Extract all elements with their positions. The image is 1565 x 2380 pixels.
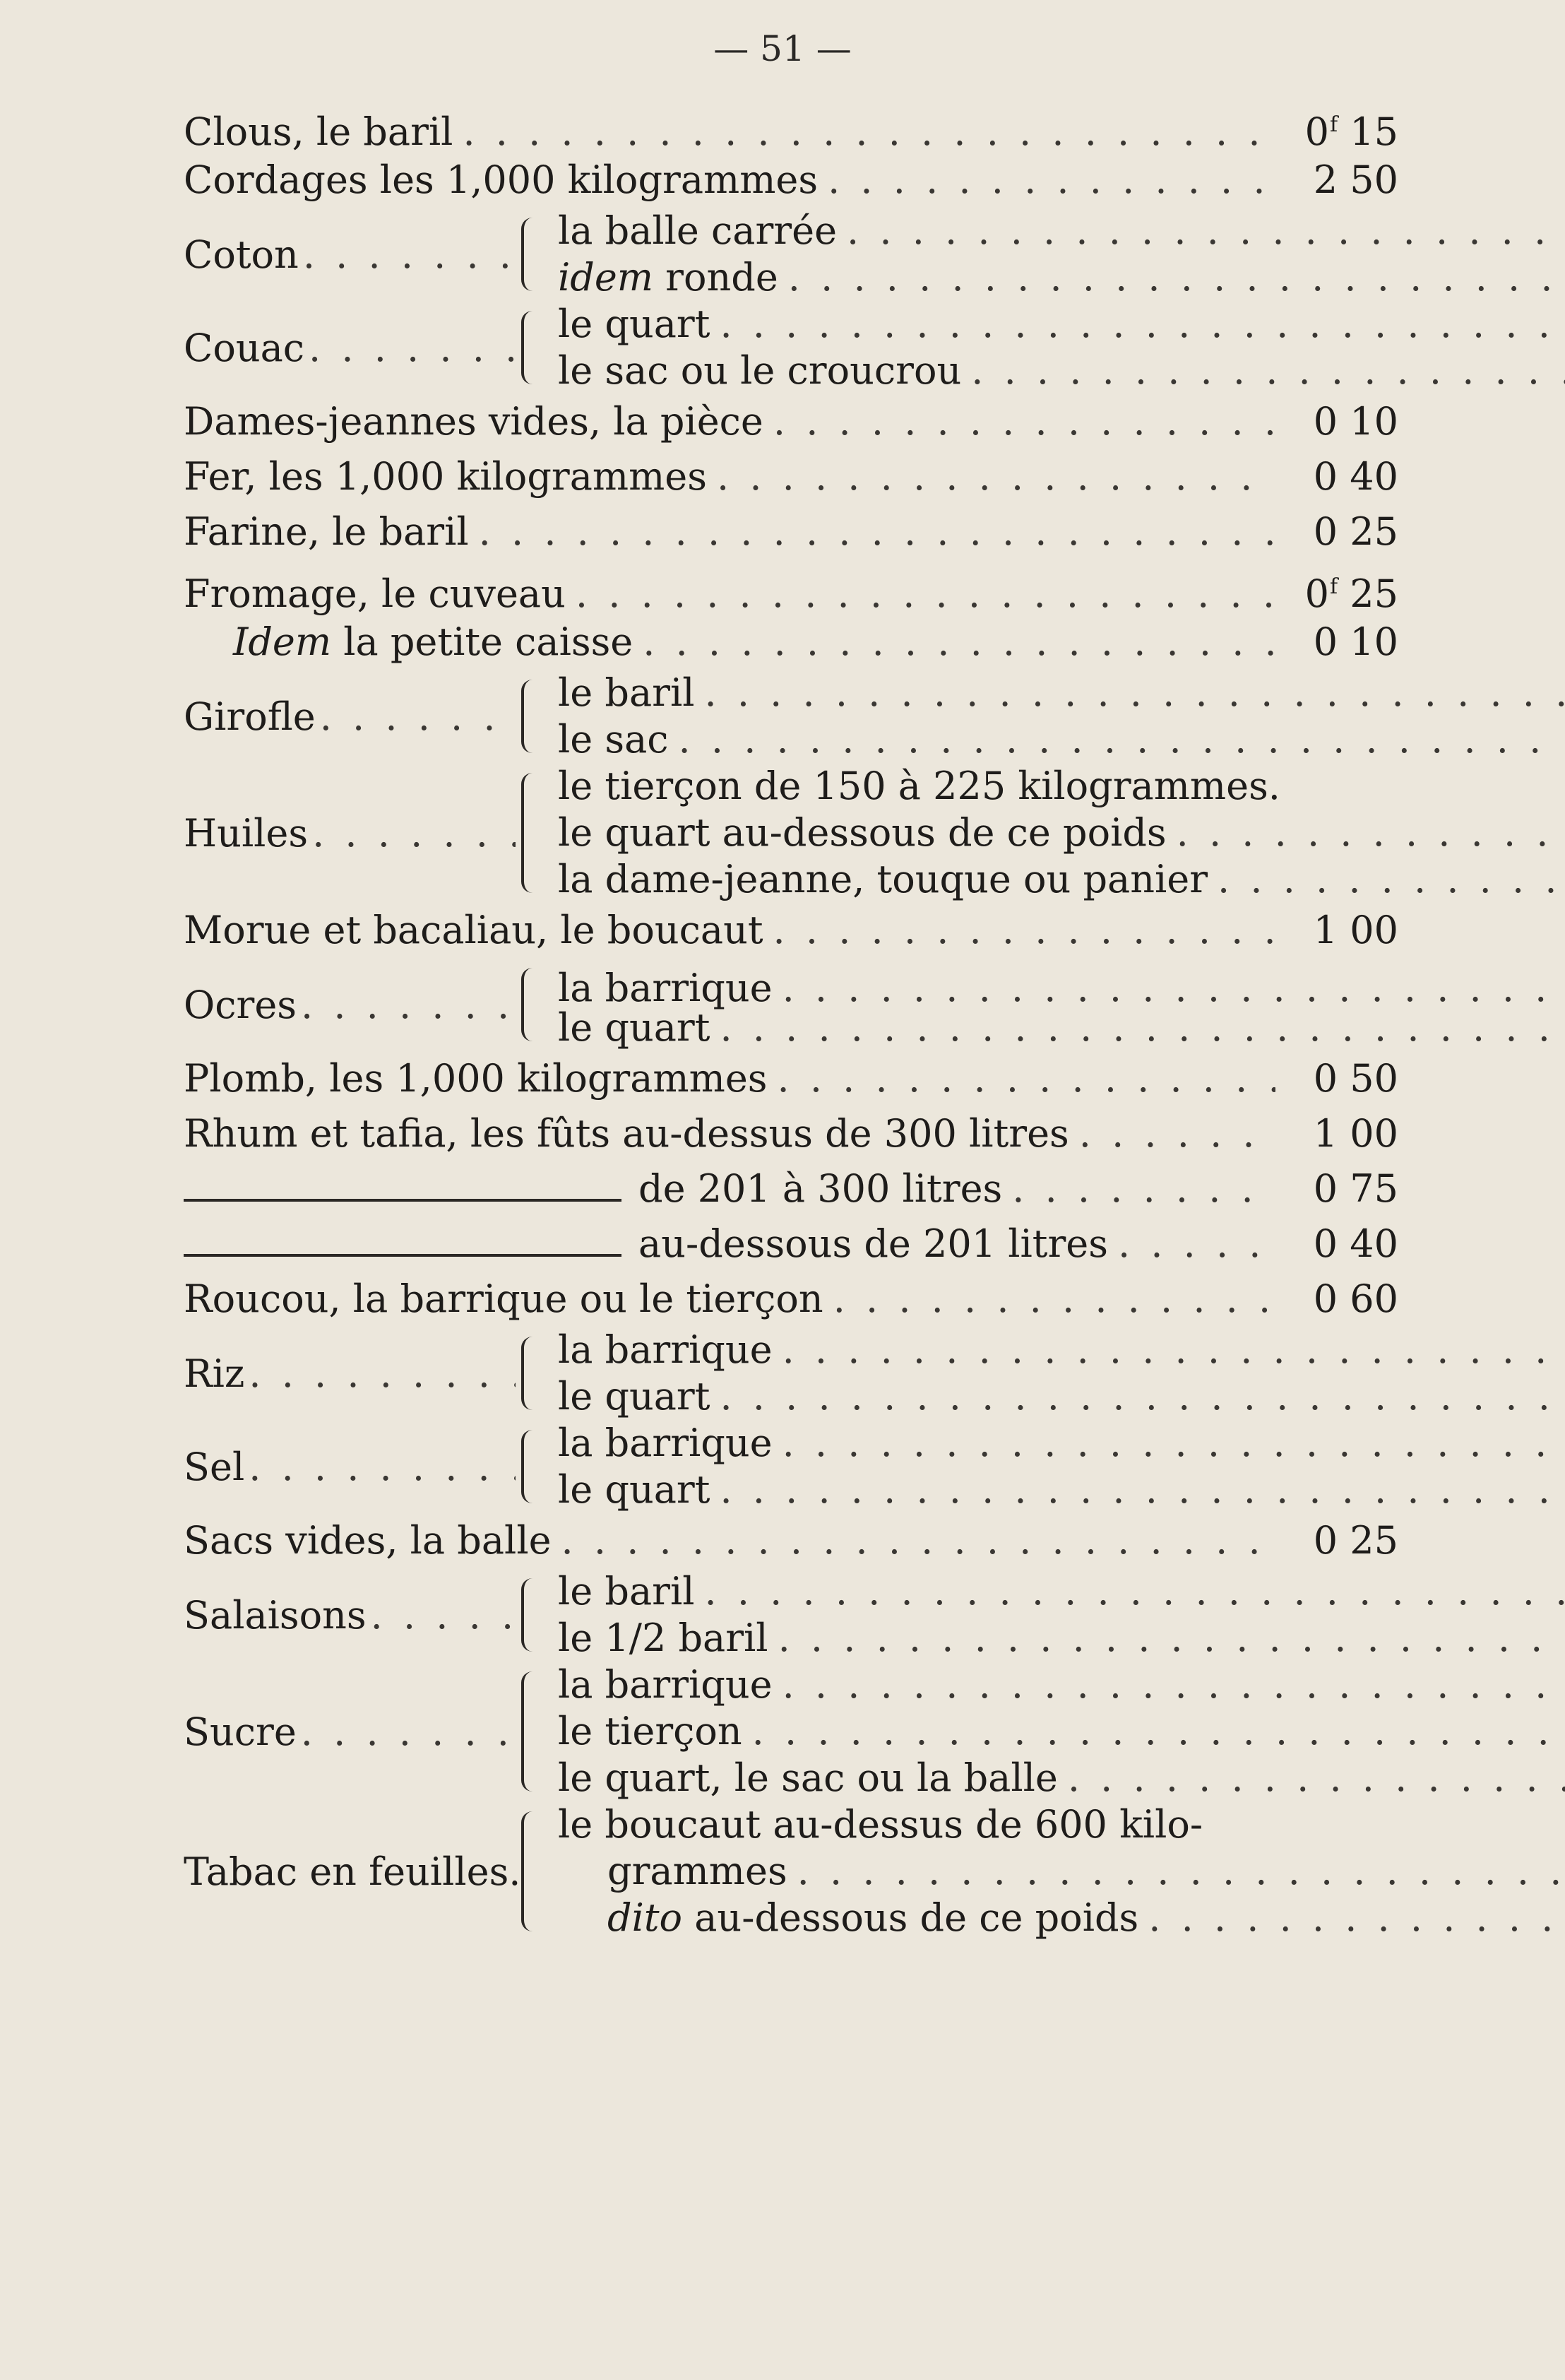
group-name: Couac	[184, 325, 305, 370]
dot-leader	[782, 1420, 1565, 1467]
table-row	[184, 504, 1398, 560]
group-label	[184, 1420, 516, 1513]
item-label-italic: idem	[558, 255, 653, 300]
dot-leader	[717, 449, 1275, 504]
item-label: le sac	[558, 717, 669, 762]
group-name: Girofle	[184, 694, 316, 739]
item-label: Morue et bacaliau, le boucaut	[184, 908, 763, 952]
dot-leader	[1068, 1755, 1565, 1801]
item-label: la barrique	[558, 1662, 773, 1707]
item-label: Idem la petite caisse	[233, 620, 633, 664]
item-label: Fromage, le cuveau	[184, 572, 566, 616]
dot-leader	[643, 615, 1275, 670]
price-value: 1 00	[1313, 1111, 1398, 1156]
dot-leader	[705, 670, 1565, 716]
dot-leader	[1079, 1106, 1275, 1161]
group-label	[184, 208, 516, 301]
group-row	[184, 958, 1398, 1051]
group-name: Salaisons	[184, 1592, 367, 1638]
dot-leader	[1218, 856, 1565, 903]
item-label-italic: dito	[607, 1895, 683, 1940]
group-row	[184, 301, 1398, 394]
dot-leader	[301, 1710, 516, 1754]
group-label	[184, 763, 516, 903]
group-row	[184, 1662, 1398, 1801]
dot-leader	[833, 1272, 1275, 1327]
item-label: Sacs vides, la balle	[184, 1518, 552, 1563]
group-row	[184, 1801, 1398, 1941]
group-name: Huiles	[184, 810, 309, 856]
brace-mark	[521, 1430, 540, 1503]
dot-leader	[561, 1513, 1275, 1568]
group-row	[184, 1568, 1398, 1662]
group-label	[184, 1801, 521, 1941]
table-row	[558, 1420, 1565, 1467]
table-row	[558, 670, 1565, 716]
price-unit: f	[1330, 574, 1338, 599]
item-label: Clous, le baril	[184, 109, 453, 154]
dot-leader	[782, 1662, 1565, 1708]
group-name: Coton	[184, 232, 299, 277]
ditto-rule	[184, 1254, 621, 1257]
dot-leader	[752, 1708, 1565, 1755]
table-row	[558, 1801, 1565, 1848]
dot-leader	[720, 1467, 1565, 1513]
group-items	[558, 958, 1565, 1051]
price-value: 1 00	[1313, 908, 1398, 952]
dot-leader	[463, 105, 1275, 160]
table-row	[184, 394, 1398, 449]
item-label: le quart, le sac ou la balle	[558, 1756, 1058, 1800]
group-name: Sucre	[184, 1709, 297, 1754]
table-row	[558, 716, 1565, 763]
table-row	[558, 1568, 1565, 1615]
dot-leader	[705, 1568, 1565, 1615]
item-label: dito au-dessous de ce poids	[607, 1895, 1139, 1940]
table-row	[558, 1327, 1565, 1373]
price-value: 0 40	[1313, 1221, 1398, 1266]
dot-leader	[309, 326, 516, 370]
item-label: Rhum et tafia, les fûts au-dessus de 300 litres	[184, 1111, 1069, 1156]
item-label: la barrique	[558, 1421, 773, 1465]
table-row	[558, 1708, 1565, 1755]
group-items	[558, 1801, 1565, 1941]
dot-leader	[782, 1327, 1565, 1373]
group-label	[184, 301, 516, 394]
dot-leader	[773, 394, 1275, 449]
brace-mark	[521, 218, 540, 291]
item-label: le 1/2 baril	[558, 1616, 768, 1660]
dot-leader	[371, 1593, 516, 1638]
item-label: le baril	[558, 1569, 695, 1614]
group-items	[558, 1420, 1565, 1513]
item-label: la balle carrée	[558, 208, 838, 253]
dot-leader	[773, 903, 1275, 958]
item-label: le baril	[558, 670, 695, 715]
price-value: 0 25	[1313, 1518, 1398, 1563]
dot-leader	[847, 208, 1565, 254]
table-row	[558, 301, 1565, 348]
price-value: 2 50	[1313, 158, 1398, 202]
item-label: Farine, le baril	[184, 509, 469, 554]
group-row	[184, 1420, 1398, 1513]
price-value: 0 60	[1313, 1277, 1398, 1321]
group-row	[184, 670, 1398, 763]
group-label	[184, 670, 516, 763]
tariff-table	[184, 97, 1398, 1941]
table-row	[558, 1662, 1565, 1708]
item-label: la barrique	[558, 966, 773, 1010]
group-row	[184, 763, 1398, 903]
dot-leader	[828, 153, 1275, 208]
item-label: grammes	[607, 1849, 787, 1893]
item-label: le quart	[558, 1374, 710, 1419]
item-label: le boucaut au-dessus de 600 kilo-	[558, 1802, 1203, 1847]
price-value: 0$^f$ 15	[1304, 109, 1398, 154]
item-label: le tierçon	[558, 1709, 742, 1753]
dot-leader	[1118, 1216, 1275, 1272]
group-name: Riz	[184, 1351, 245, 1396]
dot-leader	[778, 1615, 1565, 1662]
item-label: le quart	[558, 302, 710, 346]
dot-leader	[720, 1373, 1565, 1420]
group-items	[558, 763, 1565, 903]
table-row	[184, 1272, 1398, 1327]
dot-leader	[797, 1848, 1565, 1895]
price-value: 0 50	[1313, 1056, 1398, 1101]
brace-mark	[521, 773, 540, 893]
dot-leader	[1012, 1161, 1275, 1216]
item-label: Fer, les 1,000 kilogrammes	[184, 454, 707, 499]
price-value: 0$^f$ 25	[1304, 572, 1398, 616]
brace-mark	[521, 968, 540, 1041]
table-row	[558, 1467, 1565, 1513]
item-label: le sac ou le croucrou	[558, 348, 962, 393]
page-number: — 51 —	[713, 28, 852, 69]
brace-mark	[521, 1578, 540, 1652]
group-name: Sel	[184, 1444, 245, 1489]
table-row	[184, 1216, 1398, 1272]
table-row	[558, 208, 1565, 254]
table-row	[184, 615, 1398, 670]
dot-leader	[971, 348, 1565, 394]
item-label: Roucou, la barrique ou le tierçon	[184, 1277, 823, 1321]
dot-leader	[1148, 1895, 1565, 1941]
item-label: Dames-jeannes vides, la pièce	[184, 399, 763, 444]
dot-leader	[301, 983, 516, 1027]
group-label	[184, 1327, 516, 1420]
ditto-rule	[184, 1199, 621, 1202]
table-row	[184, 1051, 1398, 1106]
table-row	[558, 856, 1565, 903]
item-label-italic: Idem	[233, 620, 332, 664]
brace-mark	[521, 1671, 540, 1792]
item-label: Plomb, les 1,000 kilogrammes	[184, 1056, 768, 1101]
group-items	[558, 1662, 1565, 1801]
table-row	[558, 1848, 1565, 1895]
item-label: de 201 à 300 litres	[638, 1166, 1003, 1211]
table-row	[558, 810, 1565, 856]
table-row	[184, 153, 1398, 208]
group-items	[558, 1568, 1565, 1662]
item-label: Cordages les 1,000 kilogrammes	[184, 158, 819, 202]
group-label	[184, 958, 516, 1051]
dot-leader	[720, 1005, 1565, 1051]
table-row	[184, 449, 1398, 504]
brace-mark	[521, 311, 540, 384]
group-row	[184, 1327, 1398, 1420]
item-label: le quart	[558, 1467, 710, 1512]
group-items	[558, 301, 1565, 394]
dot-leader	[778, 1051, 1275, 1106]
group-name: Ocres	[184, 982, 297, 1027]
group-items	[558, 1327, 1565, 1420]
table-row	[558, 254, 1565, 301]
item-label: la barrique	[558, 1327, 773, 1372]
group-label	[184, 1662, 516, 1801]
dot-leader	[303, 232, 516, 277]
brace-mark	[521, 1337, 540, 1410]
table-row	[558, 763, 1565, 810]
dot-leader	[720, 301, 1565, 348]
item-label: le quart au-dessous de ce poids	[558, 810, 1167, 855]
price-unit: f	[1330, 112, 1338, 137]
table-row	[184, 560, 1398, 615]
group-items	[558, 208, 1565, 301]
dot-leader	[312, 811, 516, 856]
price-value: 0 10	[1313, 399, 1398, 444]
dot-leader	[679, 716, 1565, 763]
table-row	[558, 1895, 1565, 1941]
item-label: la dame-jeanne, touque ou panier	[558, 857, 1208, 901]
dot-leader	[788, 254, 1565, 301]
table-row	[184, 1106, 1398, 1161]
price-value: 0 10	[1313, 620, 1398, 664]
dot-leader	[576, 567, 1275, 622]
table-row	[184, 1513, 1398, 1568]
price-value: 0 25	[1313, 509, 1398, 554]
group-label	[184, 1568, 516, 1662]
dot-leader	[249, 1351, 516, 1396]
table-row	[558, 348, 1565, 394]
item-label: le quart	[558, 1005, 710, 1050]
price-value: 0 40	[1313, 454, 1398, 499]
item-label: au-dessous de 201 litres	[638, 1221, 1108, 1266]
item-label: idem ronde	[558, 255, 778, 300]
dot-leader	[249, 1445, 516, 1489]
table-row	[558, 1615, 1565, 1662]
dot-leader	[1177, 810, 1565, 856]
price-value: 0 75	[1313, 1166, 1398, 1211]
table-row	[184, 1161, 1398, 1216]
dot-leader	[320, 694, 516, 739]
group-name: Tabac en feuilles.	[184, 1849, 521, 1894]
table-row	[558, 958, 1565, 1010]
brace-mark	[521, 1811, 540, 1931]
table-row	[558, 1005, 1565, 1051]
dot-leader	[479, 504, 1275, 560]
item-label: le tierçon de 150 à 225 kilogrammes.	[558, 764, 1280, 808]
brace-mark	[521, 680, 540, 753]
table-row	[558, 1755, 1565, 1801]
table-row	[558, 1373, 1565, 1420]
table-row	[184, 903, 1398, 958]
group-row	[184, 208, 1398, 301]
table-row	[184, 97, 1398, 153]
group-items	[558, 670, 1565, 763]
